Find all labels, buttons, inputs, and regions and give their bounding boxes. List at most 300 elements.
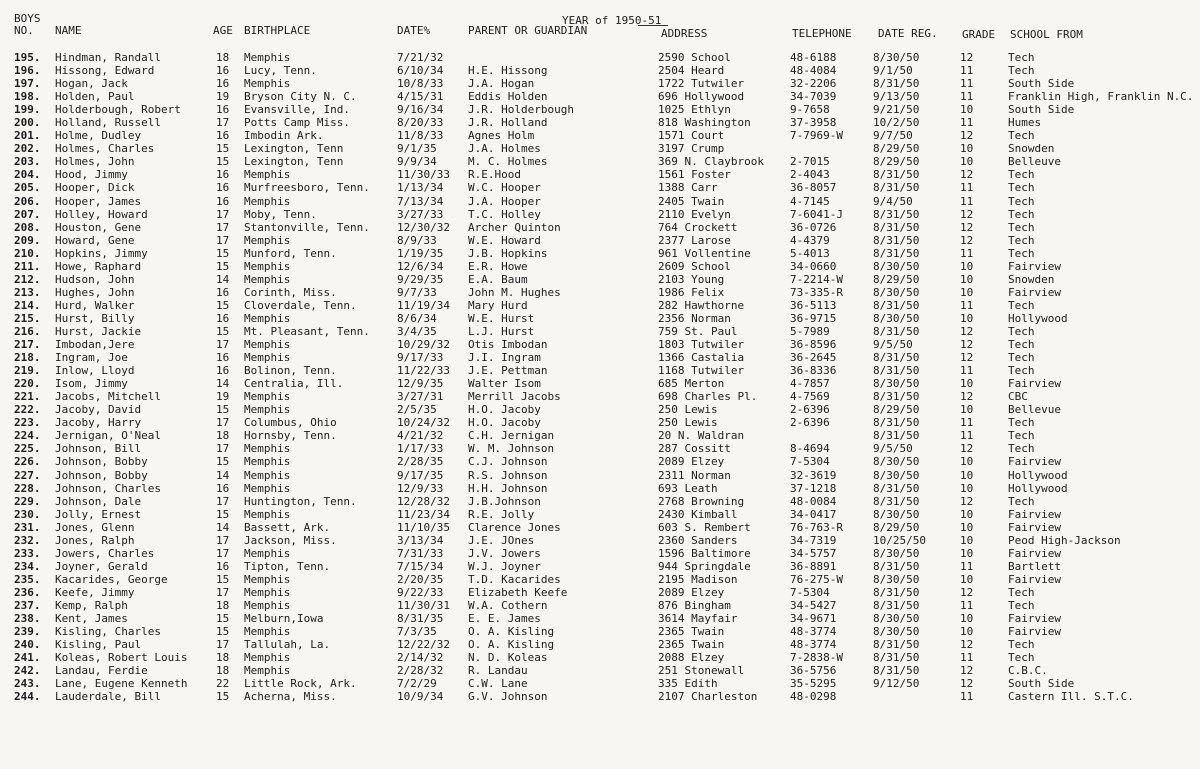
row-number: 232. — [14, 533, 41, 547]
row-number: 240. — [14, 638, 41, 652]
address: 1561 Foster — [658, 168, 731, 182]
student-age: 16 — [216, 364, 230, 378]
birth-date: 7/2/29 — [397, 677, 437, 691]
birth-date: 9/7/33 — [397, 285, 437, 299]
grade: 11 — [960, 651, 974, 665]
date-registered: 8/30/50 — [873, 507, 920, 521]
school-from: Tech — [1008, 351, 1035, 365]
school-from: South Side — [1008, 77, 1075, 91]
date-registered: 8/30/50 — [873, 285, 920, 299]
date-registered: 9/13/50 — [873, 90, 920, 104]
date-registered: 8/30/50 — [873, 259, 920, 273]
school-from: Tech — [1008, 416, 1035, 430]
telephone: 36-0726 — [790, 220, 837, 234]
row-number: 200. — [14, 116, 41, 130]
student-name: Hurst, Billy — [55, 311, 135, 325]
school-from: Tech — [1008, 220, 1035, 234]
school-from: Hollywood — [1008, 481, 1068, 495]
student-name: Lauderdale, Bill — [55, 690, 161, 704]
student-age: 17 — [216, 585, 230, 599]
student-age: 15 — [216, 690, 230, 704]
student-name: Hughes, John — [55, 285, 135, 299]
birthplace: Moby, Tenn. — [244, 207, 317, 221]
school-from: Tech — [1008, 364, 1035, 378]
birthplace: Evansville, Ind. — [244, 103, 350, 117]
row-number: 226. — [14, 455, 41, 469]
school-from: Fairview — [1008, 520, 1061, 534]
row-number: 203. — [14, 155, 41, 169]
school-from: Bellevue — [1008, 403, 1061, 417]
school-from: Franklin High, Franklin N.C. — [1008, 90, 1194, 104]
address: 2360 Sanders — [658, 533, 738, 547]
table-row — [0, 351, 1200, 364]
student-age: 18 — [216, 651, 230, 665]
row-number: 215. — [14, 311, 41, 325]
grade: 12 — [960, 233, 974, 247]
school-from: Fairview — [1008, 259, 1061, 273]
birthplace: Memphis — [244, 598, 291, 612]
date-registered: 8/31/50 — [873, 324, 920, 338]
table-row — [0, 234, 1200, 247]
student-age: 15 — [216, 612, 230, 626]
parent-guardian: T.C. Holley — [468, 207, 541, 221]
parent-guardian: L.J. Hurst — [468, 324, 535, 338]
table-row — [0, 377, 1200, 390]
table-row — [0, 338, 1200, 351]
student-name: Johnson, Bobby — [55, 468, 148, 482]
school-from: Tech — [1008, 51, 1035, 64]
address: 251 Stonewall — [658, 664, 745, 678]
date-registered: 8/31/50 — [873, 481, 920, 495]
table-row — [0, 547, 1200, 560]
school-from: Tech — [1008, 338, 1035, 352]
parent-guardian: W. M. Johnson — [468, 442, 555, 456]
date-registered: 8/31/50 — [873, 181, 920, 195]
parent-guardian: J.I. Ingram — [468, 351, 541, 365]
address: 1722 Tutwiler — [658, 77, 745, 91]
telephone: 48-4084 — [790, 64, 837, 78]
student-age: 18 — [216, 598, 230, 612]
date-registered: 8/29/50 — [873, 155, 920, 169]
header-age: AGE — [213, 24, 233, 37]
address: 876 Bingham — [658, 598, 731, 612]
school-from: Tech — [1008, 64, 1035, 78]
parent-guardian: H.E. Hissong — [468, 64, 548, 78]
address: 2311 Norman — [658, 468, 731, 482]
table-row — [0, 664, 1200, 677]
student-age: 16 — [216, 351, 230, 365]
student-name: Lane, Eugene Kenneth — [55, 677, 188, 691]
birthplace: Memphis — [244, 351, 291, 365]
date-registered: 8/29/50 — [873, 272, 920, 286]
date-registered: 8/31/50 — [873, 246, 920, 260]
telephone: 7-2838-W — [790, 651, 843, 665]
table-row — [0, 247, 1200, 260]
school-from: Tech — [1008, 494, 1035, 508]
grade: 10 — [960, 572, 974, 586]
row-number: 242. — [14, 664, 41, 678]
address: 2430 Kimball — [658, 507, 738, 521]
student-age: 14 — [216, 272, 230, 286]
address: 2195 Madison — [658, 572, 738, 586]
school-from: Tech — [1008, 598, 1035, 612]
telephone: 48-0084 — [790, 494, 837, 508]
date-registered: 8/29/50 — [873, 520, 920, 534]
student-age: 16 — [216, 285, 230, 299]
birth-date: 3/27/31 — [397, 390, 444, 404]
parent-guardian: E.R. Howe — [468, 259, 528, 273]
row-number: 229. — [14, 494, 41, 508]
date-registered: 10/2/50 — [873, 116, 920, 130]
student-name: Johnson, Bill — [55, 442, 142, 456]
student-name: Holmes, Charles — [55, 142, 155, 156]
row-number: 238. — [14, 612, 41, 626]
grade: 12 — [960, 51, 974, 64]
address: 2103 Young — [658, 272, 725, 286]
student-name: Johnson, Charles — [55, 481, 161, 495]
grade: 10 — [960, 481, 974, 495]
telephone: 36-2645 — [790, 351, 837, 365]
student-age: 17 — [216, 416, 230, 430]
birth-date: 2/5/35 — [397, 403, 437, 417]
telephone: 2-4043 — [790, 168, 830, 182]
parent-guardian: R.S. Johnson — [468, 468, 548, 482]
parent-guardian: O. A. Kisling — [468, 638, 555, 652]
table-row — [0, 168, 1200, 181]
date-registered: 8/31/50 — [873, 207, 920, 221]
parent-guardian: M. C. Holmes — [468, 155, 548, 169]
student-age: 15 — [216, 625, 230, 639]
birth-date: 8/9/33 — [397, 233, 437, 247]
student-name: Hopkins, Jimmy — [55, 246, 148, 260]
student-name: Jacoby, Harry — [55, 416, 142, 430]
row-number: 239. — [14, 625, 41, 639]
parent-guardian: J.R. Holland — [468, 116, 548, 130]
row-number: 209. — [14, 233, 41, 247]
grade: 11 — [960, 598, 974, 612]
address: 1571 Court — [658, 129, 725, 143]
address: 2089 Elzey — [658, 455, 725, 469]
birthplace: Memphis — [244, 507, 291, 521]
telephone: 2-6396 — [790, 403, 830, 417]
birth-date: 10/24/32 — [397, 416, 450, 430]
telephone: 34-5427 — [790, 598, 837, 612]
student-name: Kisling, Paul — [55, 638, 142, 652]
student-age: 16 — [216, 64, 230, 78]
birth-date: 9/16/34 — [397, 103, 444, 117]
parent-guardian: N. D. Koleas — [468, 651, 548, 665]
header-date-reg: DATE REG. — [878, 27, 938, 40]
table-row — [0, 534, 1200, 547]
grade: 11 — [960, 116, 974, 130]
table-row — [0, 64, 1200, 77]
student-age: 15 — [216, 246, 230, 260]
birth-date: 11/23/34 — [397, 507, 450, 521]
row-number: 195. — [14, 51, 41, 64]
birth-date: 7/13/34 — [397, 194, 444, 208]
telephone: 4-4379 — [790, 233, 830, 247]
birth-date: 1/17/33 — [397, 442, 444, 456]
school-from: Tech — [1008, 233, 1035, 247]
row-number: 235. — [14, 572, 41, 586]
school-from: Fairview — [1008, 612, 1061, 626]
date-registered: 9/7/50 — [873, 129, 913, 143]
grade: 10 — [960, 520, 974, 534]
student-name: Holley, Howard — [55, 207, 148, 221]
grade: 11 — [960, 364, 974, 378]
telephone: 2-6396 — [790, 416, 830, 430]
date-registered: 9/12/50 — [873, 677, 920, 691]
table-row — [0, 429, 1200, 442]
birth-date: 6/10/34 — [397, 64, 444, 78]
birthplace: Memphis — [244, 481, 291, 495]
telephone: 36-8596 — [790, 338, 837, 352]
header-telephone: TELEPHONE — [792, 27, 852, 40]
birth-date: 3/27/33 — [397, 207, 444, 221]
birthplace: Memphis — [244, 625, 291, 639]
row-number: 199. — [14, 103, 41, 117]
header-parent: PARENT OR GUARDIAN — [468, 24, 588, 37]
parent-guardian: J.V. Jowers — [468, 546, 541, 560]
birth-date: 9/17/35 — [397, 468, 444, 482]
grade: 11 — [960, 416, 974, 430]
student-age: 15 — [216, 142, 230, 156]
telephone: 4-7569 — [790, 390, 830, 404]
student-name: Hindman, Randall — [55, 51, 161, 64]
student-list — [0, 51, 1200, 703]
grade: 10 — [960, 377, 974, 391]
parent-guardian: Mary Hurd — [468, 298, 528, 312]
birthplace: Memphis — [244, 546, 291, 560]
date-registered: 8/30/50 — [873, 468, 920, 482]
row-number: 198. — [14, 90, 41, 104]
birth-date: 10/9/34 — [397, 690, 444, 704]
grade: 10 — [960, 311, 974, 325]
table-row — [0, 573, 1200, 586]
row-number: 222. — [14, 403, 41, 417]
telephone: 35-5295 — [790, 677, 837, 691]
student-age: 15 — [216, 507, 230, 521]
table-row — [0, 403, 1200, 416]
address: 282 Hawthorne — [658, 298, 745, 312]
telephone: 36-5113 — [790, 298, 837, 312]
telephone: 34-7039 — [790, 90, 837, 104]
row-number: 244. — [14, 690, 41, 704]
grade: 10 — [960, 507, 974, 521]
student-age: 17 — [216, 116, 230, 130]
telephone: 48-3774 — [790, 638, 837, 652]
table-row — [0, 455, 1200, 468]
grade: 11 — [960, 559, 974, 573]
grade: 10 — [960, 533, 974, 547]
student-age: 18 — [216, 429, 230, 443]
telephone: 36-8057 — [790, 181, 837, 195]
parent-guardian: Merrill Jacobs — [468, 390, 561, 404]
school-from: Tech — [1008, 246, 1035, 260]
student-age: 16 — [216, 481, 230, 495]
birthplace: Memphis — [244, 390, 291, 404]
table-row — [0, 103, 1200, 116]
student-name: Jolly, Ernest — [55, 507, 142, 521]
birth-date: 9/29/35 — [397, 272, 444, 286]
parent-guardian: G.V. Johnson — [468, 690, 548, 704]
date-registered: 9/1/50 — [873, 64, 913, 78]
telephone: 7-6041-J — [790, 207, 843, 221]
address: 696 Hollywood — [658, 90, 745, 104]
grade: 12 — [960, 338, 974, 352]
student-age: 17 — [216, 533, 230, 547]
birth-date: 11/30/31 — [397, 598, 450, 612]
birth-date: 12/28/32 — [397, 494, 450, 508]
student-age: 19 — [216, 390, 230, 404]
date-registered: 8/31/50 — [873, 233, 920, 247]
birth-date: 8/6/34 — [397, 311, 437, 325]
student-name: Jernigan, O'Neal — [55, 429, 161, 443]
birthplace: Mt. Pleasant, Tenn. — [244, 324, 370, 338]
row-number: 218. — [14, 351, 41, 365]
table-row — [0, 286, 1200, 299]
birth-date: 3/4/35 — [397, 324, 437, 338]
row-number: 220. — [14, 377, 41, 391]
table-row — [0, 273, 1200, 286]
date-registered: 8/31/50 — [873, 364, 920, 378]
table-row — [0, 116, 1200, 129]
student-name: Kent, James — [55, 612, 128, 626]
student-age: 18 — [216, 51, 230, 64]
student-age: 17 — [216, 233, 230, 247]
parent-guardian: H.H. Johnson — [468, 481, 548, 495]
telephone: 37-1218 — [790, 481, 837, 495]
row-number: 201. — [14, 129, 41, 143]
grade: 12 — [960, 220, 974, 234]
address: 693 Leath — [658, 481, 718, 495]
table-row — [0, 677, 1200, 690]
row-number: 211. — [14, 259, 41, 273]
date-registered: 8/31/50 — [873, 77, 920, 91]
row-number: 237. — [14, 598, 41, 612]
school-from: Peod High-Jackson — [1008, 533, 1121, 547]
date-registered: 8/31/50 — [873, 651, 920, 665]
student-name: Hurst, Jackie — [55, 324, 142, 338]
date-registered: 8/31/50 — [873, 220, 920, 234]
grade: 10 — [960, 142, 974, 156]
birth-date: 9/9/34 — [397, 155, 437, 169]
parent-guardian: C.W. Lane — [468, 677, 528, 691]
birthplace: Corinth, Miss. — [244, 285, 337, 299]
student-age: 16 — [216, 168, 230, 182]
birthplace: Tallulah, La. — [244, 638, 331, 652]
grade: 12 — [960, 442, 974, 456]
parent-guardian: W.J. Joyner — [468, 559, 541, 573]
birthplace: Bryson City N. C. — [244, 90, 357, 104]
student-age: 15 — [216, 572, 230, 586]
birth-date: 12/6/34 — [397, 259, 444, 273]
student-name: Jacoby, David — [55, 403, 142, 417]
birth-date: 1/19/35 — [397, 246, 444, 260]
address: 2089 Elzey — [658, 585, 725, 599]
parent-guardian: Otis Imbodan — [468, 338, 548, 352]
grade: 12 — [960, 324, 974, 338]
grade: 11 — [960, 181, 974, 195]
row-number: 241. — [14, 651, 41, 665]
row-number: 202. — [14, 142, 41, 156]
student-name: Howe, Raphard — [55, 259, 142, 273]
birthplace: Bolinon, Tenn. — [244, 364, 337, 378]
grade: 11 — [960, 298, 974, 312]
student-age: 17 — [216, 546, 230, 560]
telephone: 8-4694 — [790, 442, 830, 456]
birth-date: 7/31/33 — [397, 546, 444, 560]
student-age: 15 — [216, 403, 230, 417]
table-row — [0, 521, 1200, 534]
parent-guardian: H.O. Jacoby — [468, 416, 541, 430]
address: 603 S. Rembert — [658, 520, 751, 534]
telephone: 7-5304 — [790, 585, 830, 599]
address: 2768 Browning — [658, 494, 745, 508]
table-row — [0, 442, 1200, 455]
table-row — [0, 364, 1200, 377]
telephone: 32-3619 — [790, 468, 837, 482]
parent-guardian: Walter Isom — [468, 377, 541, 391]
student-age: 19 — [216, 90, 230, 104]
parent-guardian: R.E. Jolly — [468, 507, 535, 521]
grade: 11 — [960, 90, 974, 104]
row-number: 230. — [14, 507, 41, 521]
grade: 10 — [960, 403, 974, 417]
row-number: 217. — [14, 338, 41, 352]
address: 1986 Felix — [658, 285, 725, 299]
date-registered: 9/5/50 — [873, 442, 913, 456]
birthplace: Memphis — [244, 272, 291, 286]
telephone: 34-0417 — [790, 507, 837, 521]
birth-date: 8/31/35 — [397, 612, 444, 626]
student-age: 17 — [216, 442, 230, 456]
grade: 10 — [960, 285, 974, 299]
table-row — [0, 482, 1200, 495]
address: 1025 Ethlyn — [658, 103, 731, 117]
birth-date: 11/22/33 — [397, 364, 450, 378]
parent-guardian: Archer Quinton — [468, 220, 561, 234]
parent-guardian: W.C. Hooper — [468, 181, 541, 195]
school-from: South Side — [1008, 103, 1075, 117]
parent-guardian: Clarence Jones — [468, 520, 561, 534]
birthplace: Memphis — [244, 468, 291, 482]
address: 944 Springdale — [658, 559, 751, 573]
date-registered: 8/29/50 — [873, 142, 920, 156]
telephone: 7-5304 — [790, 455, 830, 469]
header-school-from: SCHOOL FROM — [1010, 28, 1083, 41]
birth-date: 2/28/32 — [397, 664, 444, 678]
table-row — [0, 260, 1200, 273]
birthplace: Melburn,Iowa — [244, 612, 324, 626]
student-age: 16 — [216, 129, 230, 143]
birthplace: Murfreesboro, Tenn. — [244, 181, 370, 195]
birth-date: 7/3/35 — [397, 625, 437, 639]
parent-guardian: Elizabeth Keefe — [468, 585, 568, 599]
grade: 12 — [960, 351, 974, 365]
grade: 12 — [960, 494, 974, 508]
birthplace: Memphis — [244, 168, 291, 182]
student-age: 17 — [216, 220, 230, 234]
school-from: Hollywood — [1008, 311, 1068, 325]
birth-date: 2/14/32 — [397, 651, 444, 665]
grade: 11 — [960, 194, 974, 208]
parent-guardian: W.E. Howard — [468, 233, 541, 247]
address: 20 N. Waldran — [658, 429, 745, 443]
school-from: Hollywood — [1008, 468, 1068, 482]
student-age: 16 — [216, 311, 230, 325]
birthplace: Lexington, Tenn — [244, 155, 344, 169]
